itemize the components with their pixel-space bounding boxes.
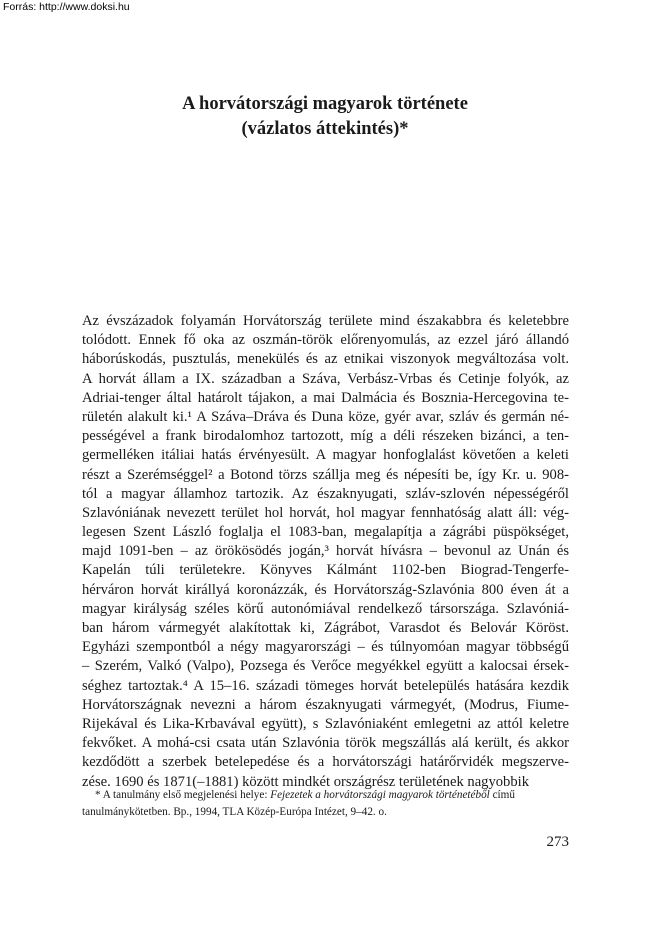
body-line: A horvát állam a IX. században a Száva, Verbász-Vrbas és Cetinje folyók, az: [82, 370, 569, 387]
body-line: Adriai-tenger által határolt tájakon, a mai Dalmácia és Bosznia-Hercegovina te-: [82, 389, 569, 406]
body-line: fekvőket. A mohá-csi csata után Szlavónia török megszállás alá került, és akkor: [82, 735, 569, 752]
body-line: Egyházi szempontból a négy magyarországi – és túlnyomóan magyar többségű: [82, 639, 569, 656]
body-line: majd 1091-ben – az örökösödés jogán,³ horvát hívásra – bevonul az Unán és: [82, 543, 569, 560]
article-subtitle: (vázlatos áttekintés)*: [241, 119, 409, 139]
body-line: Kapelán túli területekre. Könyves Kálmánt 1102-ben Biograd-Tengerfe-: [82, 562, 569, 579]
body-text: [82, 312, 569, 792]
article-title: A horvátországi magyarok története: [182, 94, 468, 114]
footnote-line: tanulmánykötetben. Bp., 1994, TLA Közép-Európa Intézet, 9–42. o.: [82, 806, 387, 818]
body-line: részt a Szerémséggel² a Botond törzs szállja meg és népesíti be, így Kr. u. 908-: [82, 466, 569, 483]
body-line: tól a magyar államhoz tartozik. Az északnyugati, szláv-szlovén népességéről: [82, 485, 569, 502]
footnote-line: [82, 787, 569, 804]
body-line: séghez tartoztak.⁴ A 15–16. századi tömeges horvát betelepülés hatására kezdik: [82, 677, 569, 694]
footnote-book-title: Fejezetek a horvátországi magyarok történetéből: [270, 789, 490, 801]
source-label: Forrás: http://www.doksi.hu: [3, 1, 130, 13]
body-line: rületén alakult ki.¹ A Száva–Dráva és Duna köze, gyér avar, szláv és germán né-: [82, 408, 569, 425]
footnote-prefix: * A tanulmány első megjelenési helye:: [95, 789, 271, 801]
body-line: hérváron horvát királlyá koronázzák, és Horvátország-Szlavónia 800 éven át a: [82, 581, 569, 598]
body-line: Rijekával és Lika-Krbavával együtt), s Szlavóniaként emlegetni az attól keletre: [82, 715, 569, 732]
body-line: magyar királyság széles körű autonómiával rendelkező társországa. Szlavóniá-: [82, 600, 569, 617]
body-line: kezdődött a szerbek betelepedése és a horvátországi határőrvidék megszerve-: [82, 754, 569, 771]
footnote-suffix: című: [489, 789, 515, 801]
body-line: legesen Szent László foglalja el 1083-ban, megalapítja a zágrábi püspökséget,: [82, 524, 569, 541]
body-line: – Szerém, Valkó (Valpo), Pozsega és Verőce megyékkel együtt a kalocsai érsek-: [82, 658, 569, 675]
body-line: Horvátországnak nevezni a három északnyugati vármegyét, (Modrus, Fiume-: [82, 696, 569, 713]
body-line: Az évszázadok folyamán Horvátország területe mind északabbra és keletebbre: [82, 313, 569, 329]
body-line: germelléken itáliai hatás érvényesült. A magyar honfoglalást követően a keleti: [82, 447, 569, 464]
body-line: háborúskodás, pusztulás, menekülés és az etnikai viszonyok megváltozása volt.: [82, 351, 569, 368]
body-line: Szlavóniának nevezett terület hol horvát, hol magyar fennhatóság alatt áll: vég-: [82, 504, 569, 521]
page-number: 273: [546, 834, 569, 850]
footnote: [82, 787, 569, 821]
body-line: tolódott. Ennek fő oka az oszmán-török előrenyomulás, az ezzel járó állandó: [82, 332, 569, 349]
body-line: ban három vármegyét alakítottak ki, Zágrábot, Varasdot és Belovár Köröst.: [82, 620, 569, 636]
body-line: pességével a frank birodalomhoz tartozott, míg a déli részeken bizánci, a ten-: [82, 428, 569, 445]
body-line: zése. 1690 és 1871(–1881) között mindkét országrész területének nagyobbik: [82, 773, 530, 790]
